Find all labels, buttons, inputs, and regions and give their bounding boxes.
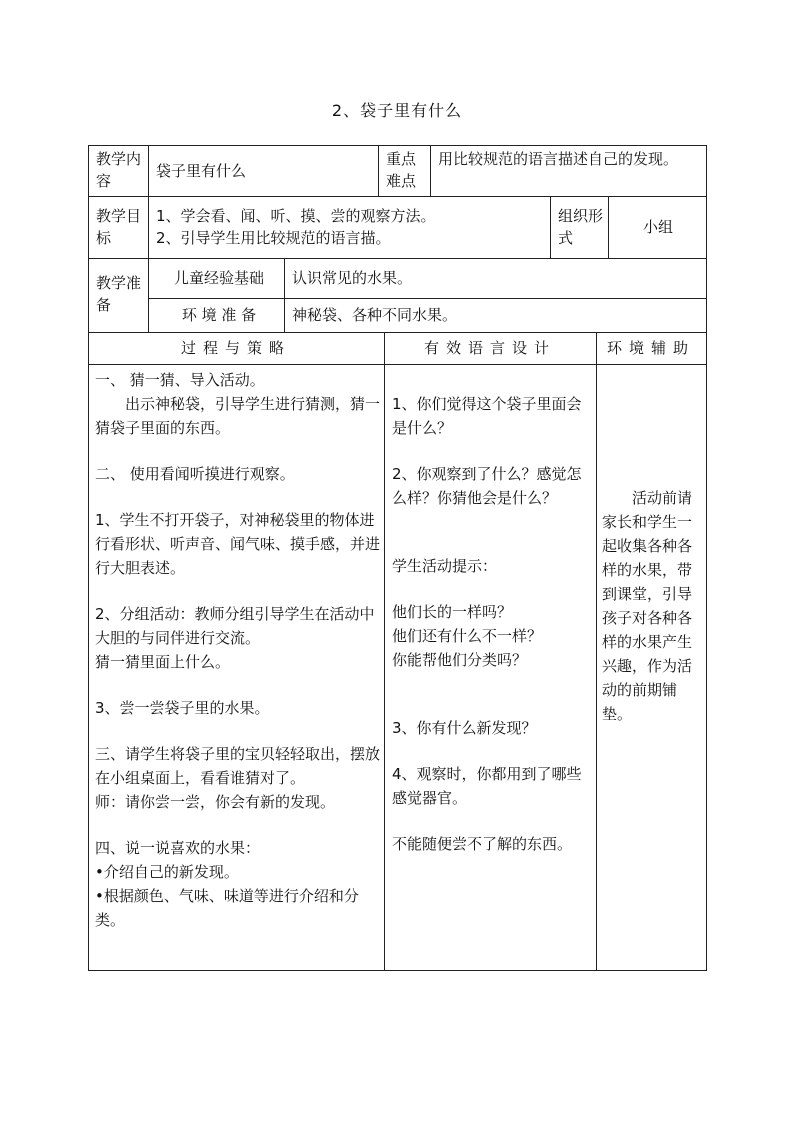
label-teaching-content: 教学内容 bbox=[96, 150, 142, 190]
question-4: 4、观察时，你都用到了哪些感觉器官。 bbox=[392, 765, 582, 807]
goal-1: 1、学会看、闻、听、摸、尝的观察方法。 bbox=[156, 207, 436, 225]
section-3-teacher: 师：请你尝一尝，你会有新的发现。 bbox=[95, 793, 336, 811]
section-4-bullet-1: •介绍自己的新发现。 bbox=[95, 863, 239, 881]
label-teaching-goals: 教学目标 bbox=[96, 207, 142, 247]
label-experience-basis: 儿童经验基础 bbox=[173, 269, 264, 287]
experience-basis-value: 认识常见的水果。 bbox=[292, 269, 413, 287]
environment-prep-value: 神秘袋、各种不同水果。 bbox=[292, 306, 458, 324]
label-environment-prep: 环 境 准 备 bbox=[181, 306, 257, 324]
section-3-body: 三、请学生将袋子里的宝贝轻轻取出，摆放在小组桌面上，看看谁猜对了。 bbox=[95, 745, 381, 787]
header-language: 有效语言设计 bbox=[423, 339, 556, 357]
page-title: 2、袋子里有什么 bbox=[331, 101, 463, 120]
safety-note: 不能随便尝不了解的东西。 bbox=[392, 835, 573, 853]
header-environment: 环境辅助 bbox=[606, 339, 695, 357]
activity-tip-3: 你能帮他们分类吗？ bbox=[392, 651, 528, 669]
process-column bbox=[95, 368, 381, 932]
key-points-value: 用比较规范的语言描述自己的发现。 bbox=[438, 150, 679, 168]
section-1-body: 出示神秘袋，引导学生进行猜测，猜一猜袋子里面的东西。 bbox=[95, 395, 381, 437]
question-3: 3、你有什么新发现？ bbox=[392, 719, 537, 737]
section-2-step-1: 1、学生不打开袋子，对神秘袋里的物体进行看形状、听声音、闻气味、摸手感，并进行大胆表述。 bbox=[95, 511, 381, 577]
section-1-title: 一、 猜一猜、导入活动。 bbox=[95, 371, 265, 389]
teaching-content-value: 袋子里有什么 bbox=[156, 162, 247, 180]
question-2: 2、你观察到了什么？感觉怎么样？你猜他会是什么？ bbox=[392, 465, 582, 507]
language-column bbox=[392, 392, 592, 856]
question-1: 1、你们觉得这个袋子里面会是什么？ bbox=[392, 395, 582, 437]
section-4-bullet-2: •根据颜色、气味、味道等进行介绍和分类。 bbox=[95, 887, 359, 929]
header-process: 过程与策略 bbox=[180, 339, 291, 357]
goal-2: 2、引导学生用比较规范的语言描。 bbox=[156, 229, 391, 247]
section-2-title: 二、 使用看闻听摸进行观察。 bbox=[95, 465, 295, 483]
environment-support-text: 活动前请家长和学生一起收集各种各样的水果，带到课堂，引导孩子对各种各样的水果产生兴趣，作为活动的前期铺垫。 bbox=[602, 489, 693, 723]
organization-value: 小组 bbox=[642, 218, 673, 236]
section-2-step-3: 3、尝一尝袋子里的水果。 bbox=[95, 699, 270, 717]
teaching-goals bbox=[156, 205, 546, 249]
label-organization: 组织形式 bbox=[558, 207, 604, 247]
activity-tip-title: 学生活动提示： bbox=[392, 557, 498, 575]
label-teaching-prep: 教学准备 bbox=[96, 274, 142, 314]
activity-tip-2: 他们还有什么不一样？ bbox=[392, 627, 543, 645]
activity-tip-1: 他们长的一样吗？ bbox=[392, 603, 513, 621]
label-key-points: 重点难点 bbox=[386, 150, 417, 190]
section-2-step-2: 2、分组活动：教师分组引导学生在活动中大胆的与同伴进行交流。 bbox=[95, 605, 375, 647]
section-2-step-2-guess: 猜一猜里面上什么。 bbox=[95, 653, 231, 671]
section-4-title: 四、说一说喜欢的水果： bbox=[95, 839, 261, 857]
